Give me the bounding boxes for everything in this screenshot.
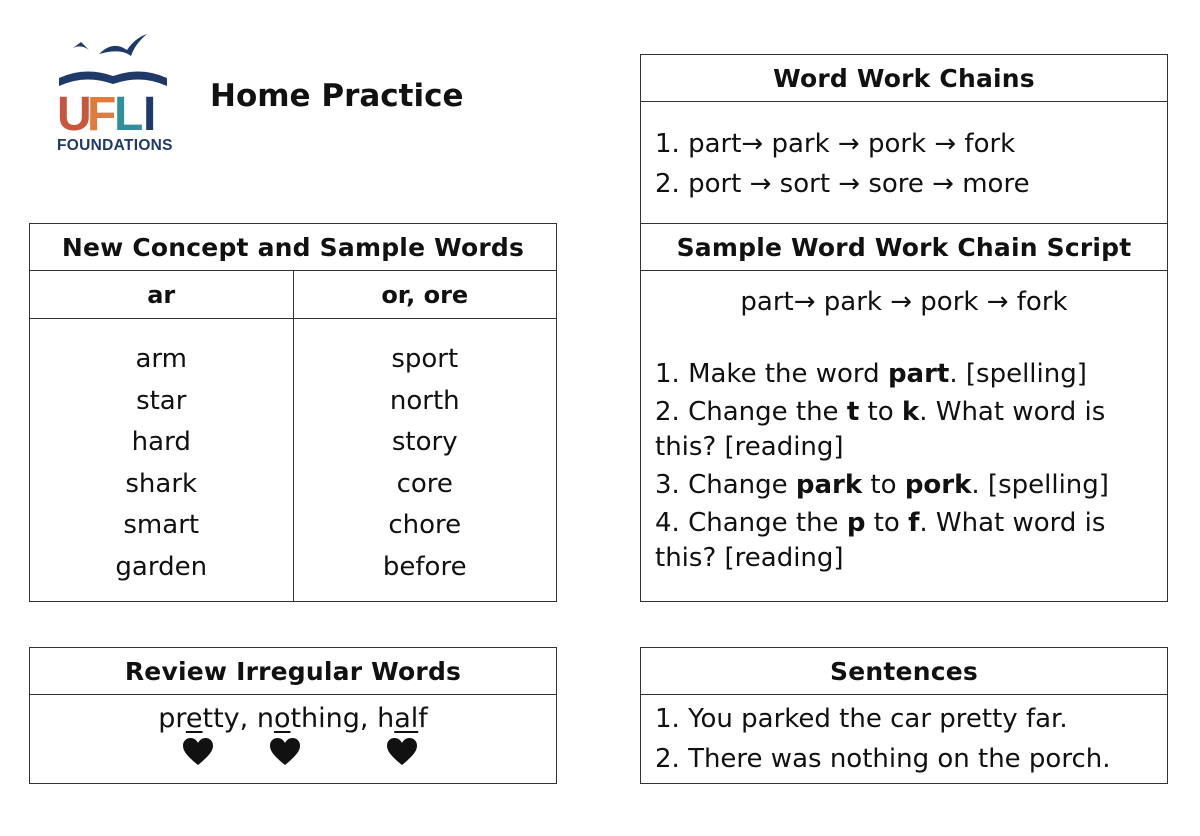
sentences (640, 647, 1168, 784)
logo-letter-l: L (114, 88, 144, 141)
review-header: Review Irregular Words (30, 648, 556, 695)
page-title: Home Practice (210, 78, 464, 114)
sample-word: before (382, 551, 467, 582)
or-ore-word-list (294, 319, 557, 601)
logo-subtitle: FOUNDATIONS (57, 137, 173, 154)
script-step: 1. Make the word part. [spelling] (655, 359, 1087, 389)
logo-letter-u: U (57, 88, 92, 141)
ufli-logo (55, 32, 175, 157)
script-chain: part→ park → pork → fork (740, 287, 1068, 317)
ar-word-list (30, 319, 294, 601)
concept-table (29, 223, 557, 602)
irregular-word-half: half (377, 703, 428, 734)
sample-word: hard (131, 427, 191, 457)
heart-markers (30, 734, 556, 774)
sample-word: sport (391, 344, 459, 374)
sentences-header: Sentences (641, 648, 1167, 695)
chain-item: 1. part→ park → pork → fork (655, 129, 1016, 159)
concept-column-headers (30, 271, 556, 319)
sentence-item: 2. There was nothing on the porch. (655, 744, 1111, 774)
sample-word: core (396, 468, 453, 499)
chain-script (640, 223, 1168, 602)
irregular-word-nothing: nothing (256, 703, 360, 734)
sample-word: garden (115, 551, 208, 582)
script-step: 4. Change the p to f. What word is this? [reading] (655, 508, 1106, 573)
logo-letter-i: I (143, 88, 157, 141)
logo-letter-f: F (87, 88, 117, 141)
script-step: 3. Change park to pork. [spelling] (655, 470, 1109, 500)
heart-icon (183, 738, 213, 766)
sample-word: star (136, 385, 187, 416)
heart-icon (387, 738, 417, 766)
word-work-chains (640, 54, 1168, 225)
column-header-ar: ar (30, 271, 294, 318)
sample-word: arm (135, 344, 187, 374)
review-irregular-words (29, 647, 557, 784)
sample-word: smart (123, 510, 200, 540)
sample-word: chore (388, 510, 462, 540)
column-header-or-ore: or, ore (381, 280, 469, 309)
chain-item: 2. port → sort → sore → more (655, 169, 1030, 199)
script-step: 2. Change the t to k. What word is this? [reading] (655, 397, 1106, 462)
sample-word: north (389, 385, 460, 416)
heart-icon (270, 738, 300, 766)
concept-header: New Concept and Sample Words (30, 224, 556, 271)
script-header: Sample Word Work Chain Script (641, 224, 1167, 271)
sentence-item: 1. You parked the car pretty far. (655, 704, 1068, 734)
irregular-words-line: pretty, nothing, half (158, 703, 428, 734)
sample-word: story (391, 427, 458, 457)
irregular-word-pretty: pretty (158, 703, 240, 734)
sample-word: shark (125, 468, 198, 499)
chains-header: Word Work Chains (641, 55, 1167, 102)
